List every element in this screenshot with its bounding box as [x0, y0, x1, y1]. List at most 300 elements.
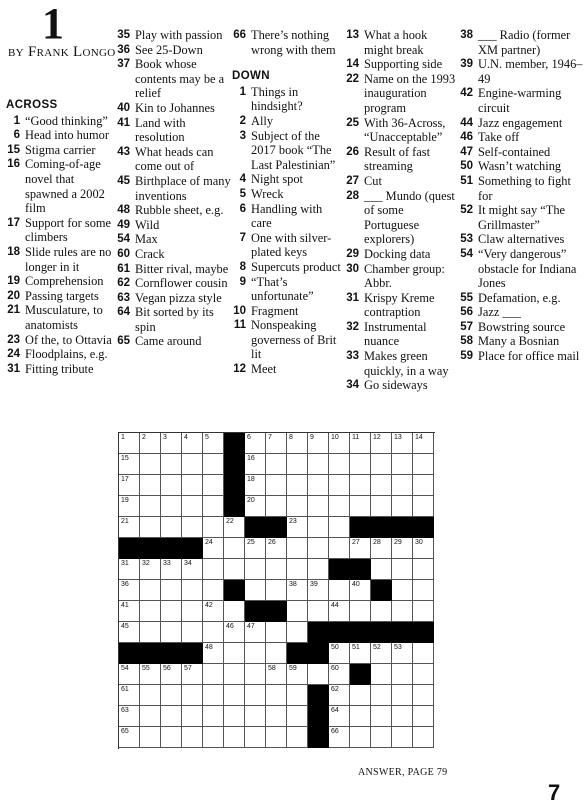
clue-number: 58: [460, 335, 473, 348]
clue-item: [345, 291, 457, 320]
grid-cell[interactable]: [413, 664, 434, 685]
grid-cell[interactable]: [119, 454, 140, 475]
grid-cell[interactable]: [119, 517, 140, 538]
grid-cell[interactable]: [140, 622, 161, 643]
grid-cell[interactable]: [140, 601, 161, 622]
grid-black-square: [350, 664, 371, 685]
grid-cell-number: 19: [121, 497, 129, 504]
grid-cell[interactable]: [392, 580, 413, 601]
grid-cell[interactable]: [329, 727, 350, 748]
grid-cell-number: 14: [415, 434, 423, 441]
grid-cell-number: 7: [268, 434, 272, 441]
grid-cell[interactable]: [371, 538, 392, 559]
grid-cell[interactable]: [140, 559, 161, 580]
grid-cell[interactable]: [329, 580, 350, 601]
grid-cell[interactable]: [266, 622, 287, 643]
grid-cell[interactable]: [287, 685, 308, 706]
clue-number: 36: [117, 43, 130, 56]
grid-cell[interactable]: [224, 622, 245, 643]
grid-cell[interactable]: [329, 706, 350, 727]
clue-text: Stigma carrier: [25, 142, 96, 157]
clue-text: Fragment: [251, 303, 299, 318]
grid-cell[interactable]: [287, 601, 308, 622]
clue-item: [345, 57, 457, 72]
clue-item: [6, 128, 114, 143]
clue-text: Passing targets: [25, 288, 99, 303]
grid-black-square: [392, 622, 413, 643]
clue-item: [116, 101, 231, 116]
grid-black-square: [140, 643, 161, 664]
grid-cell[interactable]: [266, 454, 287, 475]
grid-cell[interactable]: [203, 454, 224, 475]
grid-cell[interactable]: [329, 475, 350, 496]
clue-number: 20: [7, 289, 20, 302]
grid-cell[interactable]: [119, 664, 140, 685]
grid-black-square: [287, 643, 308, 664]
clue-number: 33: [346, 350, 359, 363]
clue-number: 35: [117, 29, 130, 41]
grid-cell[interactable]: [245, 664, 266, 685]
grid-cell[interactable]: [329, 433, 350, 454]
grid-cell[interactable]: [161, 664, 182, 685]
clue-number: 66: [233, 29, 246, 41]
grid-cell[interactable]: [413, 580, 434, 601]
grid-cell[interactable]: [119, 727, 140, 748]
grid-cell[interactable]: [245, 475, 266, 496]
grid-cell[interactable]: [182, 580, 203, 601]
grid-cell[interactable]: [245, 496, 266, 517]
grid-cell[interactable]: [287, 580, 308, 601]
grid-cell[interactable]: [182, 622, 203, 643]
grid-cell[interactable]: [119, 496, 140, 517]
grid-cell[interactable]: [308, 433, 329, 454]
clue-text: Cut: [364, 173, 382, 188]
clue-item: [116, 232, 231, 247]
grid-cell[interactable]: [182, 559, 203, 580]
grid-cell[interactable]: [161, 559, 182, 580]
clue-text: Land with resolution: [135, 115, 186, 145]
grid-cell[interactable]: [413, 685, 434, 706]
grid-cell[interactable]: [392, 433, 413, 454]
grid-cell[interactable]: [371, 643, 392, 664]
grid-cell[interactable]: [119, 580, 140, 601]
grid-cell[interactable]: [182, 454, 203, 475]
grid-cell[interactable]: [224, 559, 245, 580]
clue-item: [232, 231, 343, 260]
grid-cell[interactable]: [266, 664, 287, 685]
grid-cell[interactable]: [245, 559, 266, 580]
grid-cell-number: 22: [226, 518, 234, 525]
grid-cell[interactable]: [182, 601, 203, 622]
grid-cell[interactable]: [266, 685, 287, 706]
grid-cell[interactable]: [350, 727, 371, 748]
grid-cell[interactable]: [308, 601, 329, 622]
grid-cell[interactable]: [203, 517, 224, 538]
grid-cell-number: 30: [415, 539, 423, 546]
clue-text: Nonspeaking governess of Brit lit: [251, 318, 337, 362]
clue-item: [116, 291, 231, 306]
grid-cell[interactable]: [329, 664, 350, 685]
clue-number: 52: [460, 204, 473, 217]
clue-item: [232, 114, 343, 129]
grid-cell[interactable]: [350, 433, 371, 454]
grid-cell[interactable]: [245, 538, 266, 559]
grid-cell[interactable]: [350, 454, 371, 475]
clue-item: [459, 305, 583, 320]
grid-cell[interactable]: [203, 433, 224, 454]
grid-cell[interactable]: [182, 496, 203, 517]
grid-cell[interactable]: [329, 538, 350, 559]
grid-cell[interactable]: [224, 538, 245, 559]
grid-cell[interactable]: [308, 559, 329, 580]
grid-cell[interactable]: [266, 580, 287, 601]
clue-item: [459, 28, 583, 57]
grid-cell[interactable]: [203, 475, 224, 496]
grid-cell[interactable]: [371, 685, 392, 706]
grid-cell[interactable]: [161, 517, 182, 538]
grid-cell[interactable]: [182, 727, 203, 748]
grid-cell[interactable]: [203, 496, 224, 517]
grid-cell[interactable]: [266, 706, 287, 727]
clue-item: [232, 362, 343, 377]
grid-cell[interactable]: [413, 727, 434, 748]
clue-number: 15: [7, 143, 20, 156]
grid-cell[interactable]: [182, 517, 203, 538]
grid-cell-number: 1: [121, 434, 125, 441]
grid-cell[interactable]: [308, 580, 329, 601]
grid-cell[interactable]: [413, 559, 434, 580]
clue-number: 16: [7, 158, 20, 171]
clue-item: [459, 291, 583, 306]
grid-cell-number: 9: [310, 434, 314, 441]
clue-item: [459, 116, 583, 131]
grid-cell[interactable]: [392, 685, 413, 706]
clue-text: Defamation, e.g.: [478, 290, 561, 305]
grid-cell[interactable]: [245, 580, 266, 601]
grid-cell[interactable]: [119, 685, 140, 706]
grid-cell[interactable]: [371, 559, 392, 580]
grid-cell[interactable]: [140, 580, 161, 601]
grid-cell[interactable]: [287, 496, 308, 517]
grid-cell[interactable]: [413, 601, 434, 622]
grid-black-square: [350, 559, 371, 580]
clue-item: [345, 349, 457, 378]
grid-cell[interactable]: [350, 538, 371, 559]
grid-cell[interactable]: [329, 496, 350, 517]
grid-cell-number: 41: [121, 602, 129, 609]
grid-cell[interactable]: [308, 454, 329, 475]
grid-black-square: [329, 559, 350, 580]
grid-cell[interactable]: [245, 622, 266, 643]
across-heading: ACROSS: [6, 99, 58, 111]
grid-cell[interactable]: [161, 706, 182, 727]
grid-cell-number: 13: [394, 434, 402, 441]
grid-cell[interactable]: [287, 454, 308, 475]
grid-cell-number: 62: [331, 686, 339, 693]
clue-text: Jazz engagement: [478, 115, 563, 130]
clue-text: ___ Radio (former XM partner): [478, 28, 571, 57]
clue-text: Result of fast streaming: [364, 144, 431, 174]
grid-cell[interactable]: [182, 664, 203, 685]
grid-cell[interactable]: [266, 559, 287, 580]
grid-cell[interactable]: [308, 538, 329, 559]
grid-cell-number: 56: [163, 665, 171, 672]
clue-number: 6: [239, 202, 246, 215]
grid-cell[interactable]: [392, 601, 413, 622]
clue-text: Claw alternatives: [478, 232, 565, 247]
grid-cell[interactable]: [329, 517, 350, 538]
clue-text: Subject of the 2017 book “The Last Palestinian”: [251, 128, 336, 172]
clue-number: 45: [117, 174, 130, 187]
grid-cell[interactable]: [350, 601, 371, 622]
grid-cell[interactable]: [308, 475, 329, 496]
clue-text: What a hook might break: [364, 28, 428, 57]
grid-cell[interactable]: [119, 622, 140, 643]
grid-cell[interactable]: [287, 475, 308, 496]
clue-text: Floodplains, e.g.: [25, 347, 108, 362]
clue-item: [6, 157, 114, 215]
grid-cell[interactable]: [224, 706, 245, 727]
clue-item: [459, 174, 583, 203]
clue-number: 6: [13, 129, 20, 142]
grid-cell[interactable]: [350, 475, 371, 496]
grid-cell[interactable]: [413, 538, 434, 559]
grid-cell-number: 39: [310, 581, 318, 588]
grid-cell-number: 47: [247, 623, 255, 630]
clue-item: [116, 334, 231, 349]
grid-cell[interactable]: [413, 496, 434, 517]
clue-text: Comprehension: [25, 274, 104, 289]
grid-cell[interactable]: [245, 727, 266, 748]
clue-item: [345, 320, 457, 349]
grid-cell[interactable]: [371, 454, 392, 475]
clue-item: [345, 174, 457, 189]
grid-cell[interactable]: [161, 433, 182, 454]
clue-text: Night spot: [251, 172, 303, 187]
clue-item: [6, 245, 114, 274]
grid-cell[interactable]: [245, 433, 266, 454]
grid-cell[interactable]: [182, 475, 203, 496]
grid-cell-number: 44: [331, 602, 339, 609]
grid-cell[interactable]: [245, 706, 266, 727]
grid-cell[interactable]: [140, 706, 161, 727]
clue-number: 28: [346, 189, 359, 202]
grid-black-square: [161, 643, 182, 664]
grid-cell[interactable]: [287, 433, 308, 454]
grid-cell[interactable]: [140, 475, 161, 496]
clue-item: [116, 247, 231, 262]
grid-cell[interactable]: [140, 433, 161, 454]
grid-cell[interactable]: [140, 496, 161, 517]
grid-cell[interactable]: [371, 601, 392, 622]
grid-cell[interactable]: [203, 622, 224, 643]
grid-cell[interactable]: [203, 727, 224, 748]
grid-cell[interactable]: [413, 706, 434, 727]
grid-cell[interactable]: [308, 496, 329, 517]
grid-black-square: [308, 622, 329, 643]
clue-text: There’s nothing wrong with them: [251, 28, 336, 57]
grid-cell[interactable]: [224, 685, 245, 706]
grid-cell[interactable]: [161, 580, 182, 601]
grid-cell[interactable]: [119, 433, 140, 454]
grid-cell[interactable]: [392, 454, 413, 475]
grid-cell[interactable]: [413, 643, 434, 664]
grid-cell[interactable]: [392, 496, 413, 517]
grid-cell[interactable]: [161, 685, 182, 706]
grid-cell[interactable]: [392, 538, 413, 559]
grid-cell[interactable]: [140, 454, 161, 475]
grid-cell[interactable]: [161, 622, 182, 643]
grid-cell[interactable]: [350, 685, 371, 706]
clue-number: 43: [117, 145, 130, 158]
clue-number: 25: [346, 116, 359, 129]
grid-cell[interactable]: [287, 538, 308, 559]
grid-black-square: [161, 538, 182, 559]
grid-cell[interactable]: [350, 643, 371, 664]
grid-cell[interactable]: [287, 706, 308, 727]
grid-cell[interactable]: [161, 454, 182, 475]
grid-cell[interactable]: [371, 664, 392, 685]
clue-item: [232, 304, 343, 319]
grid-cell[interactable]: [224, 517, 245, 538]
clue-item: [116, 203, 231, 218]
grid-cell-number: 64: [331, 707, 339, 714]
grid-cell[interactable]: [119, 475, 140, 496]
grid-cell-number: 24: [205, 539, 213, 546]
clue-column-5: [459, 28, 583, 364]
grid-cell[interactable]: [140, 517, 161, 538]
grid-cell[interactable]: [371, 433, 392, 454]
grid-cell[interactable]: [203, 706, 224, 727]
grid-cell[interactable]: [413, 475, 434, 496]
grid-cell[interactable]: [203, 580, 224, 601]
grid-cell[interactable]: [182, 706, 203, 727]
clue-number: 31: [346, 291, 359, 304]
clue-number: 2: [239, 114, 246, 127]
grid-cell[interactable]: [245, 685, 266, 706]
clue-item: [116, 218, 231, 233]
grid-cell[interactable]: [266, 475, 287, 496]
grid-cell[interactable]: [371, 475, 392, 496]
grid-cell[interactable]: [266, 496, 287, 517]
grid-cell[interactable]: [329, 643, 350, 664]
grid-cell[interactable]: [224, 643, 245, 664]
grid-cell[interactable]: [140, 664, 161, 685]
grid-cell[interactable]: [287, 727, 308, 748]
grid-cell[interactable]: [119, 601, 140, 622]
grid-cell[interactable]: [182, 433, 203, 454]
grid-black-square: [224, 454, 245, 475]
grid-cell[interactable]: [392, 475, 413, 496]
grid-cell[interactable]: [308, 517, 329, 538]
grid-cell[interactable]: [350, 580, 371, 601]
grid-cell[interactable]: [266, 727, 287, 748]
grid-cell-number: 60: [331, 665, 339, 672]
clue-item: [6, 143, 114, 158]
grid-cell[interactable]: [203, 559, 224, 580]
grid-cell[interactable]: [350, 706, 371, 727]
grid-cell[interactable]: [287, 622, 308, 643]
grid-cell[interactable]: [224, 664, 245, 685]
grid-cell[interactable]: [392, 664, 413, 685]
clue-number: 53: [460, 233, 473, 246]
grid-cell[interactable]: [161, 475, 182, 496]
grid-cell[interactable]: [119, 559, 140, 580]
grid-cell-number: 54: [121, 665, 129, 672]
grid-cell[interactable]: [224, 601, 245, 622]
grid-cell[interactable]: [392, 559, 413, 580]
clue-text: Take off: [478, 130, 520, 145]
clue-number: 18: [7, 245, 20, 258]
clue-text: Supercuts product: [251, 259, 341, 274]
grid-cell[interactable]: [119, 706, 140, 727]
clue-text: What heads can come out of: [135, 144, 214, 174]
grid-cell-number: 50: [331, 644, 339, 651]
grid-cell[interactable]: [203, 601, 224, 622]
grid-cell[interactable]: [329, 685, 350, 706]
grid-cell[interactable]: [329, 601, 350, 622]
clue-text: Name on the 1993 inauguration program: [364, 71, 456, 115]
clue-text: “Very dangerous” obstacle for Indiana Jones: [478, 246, 577, 291]
clue-item: [116, 262, 231, 277]
grid-cell[interactable]: [287, 559, 308, 580]
grid-cell[interactable]: [161, 727, 182, 748]
grid-cell[interactable]: [350, 496, 371, 517]
grid-cell[interactable]: [266, 643, 287, 664]
grid-cell[interactable]: [371, 727, 392, 748]
grid-cell[interactable]: [245, 454, 266, 475]
grid-cell[interactable]: [413, 433, 434, 454]
clue-item: [6, 333, 114, 348]
grid-cell[interactable]: [203, 643, 224, 664]
grid-cell[interactable]: [140, 685, 161, 706]
grid-cell[interactable]: [329, 454, 350, 475]
grid-cell[interactable]: [287, 517, 308, 538]
grid-cell[interactable]: [203, 664, 224, 685]
grid-cell[interactable]: [245, 643, 266, 664]
grid-cell[interactable]: [161, 496, 182, 517]
clue-item: [6, 362, 114, 377]
grid-cell[interactable]: [266, 538, 287, 559]
grid-cell-number: 15: [121, 455, 129, 462]
grid-cell[interactable]: [224, 727, 245, 748]
grid-cell[interactable]: [203, 538, 224, 559]
clue-number: 22: [346, 72, 359, 85]
grid-cell[interactable]: [413, 454, 434, 475]
grid-cell[interactable]: [161, 601, 182, 622]
grid-cell[interactable]: [308, 664, 329, 685]
grid-black-square: [245, 517, 266, 538]
grid-cell[interactable]: [182, 685, 203, 706]
grid-cell-number: 25: [247, 539, 255, 546]
grid-black-square: [140, 538, 161, 559]
grid-cell-number: 2: [142, 434, 146, 441]
grid-cell[interactable]: [371, 706, 392, 727]
clue-item: [6, 216, 114, 245]
grid-cell[interactable]: [392, 727, 413, 748]
clue-number: 37: [117, 58, 130, 71]
grid-cell-number: 34: [184, 560, 192, 567]
grid-cell-number: 23: [289, 518, 297, 525]
grid-cell[interactable]: [371, 496, 392, 517]
grid-cell[interactable]: [392, 643, 413, 664]
grid-cell[interactable]: [203, 685, 224, 706]
grid-cell[interactable]: [140, 727, 161, 748]
grid-cell[interactable]: [266, 433, 287, 454]
clue-text: Birthplace of many inventions: [135, 173, 231, 203]
grid-cell[interactable]: [287, 664, 308, 685]
grid-cell[interactable]: [392, 706, 413, 727]
